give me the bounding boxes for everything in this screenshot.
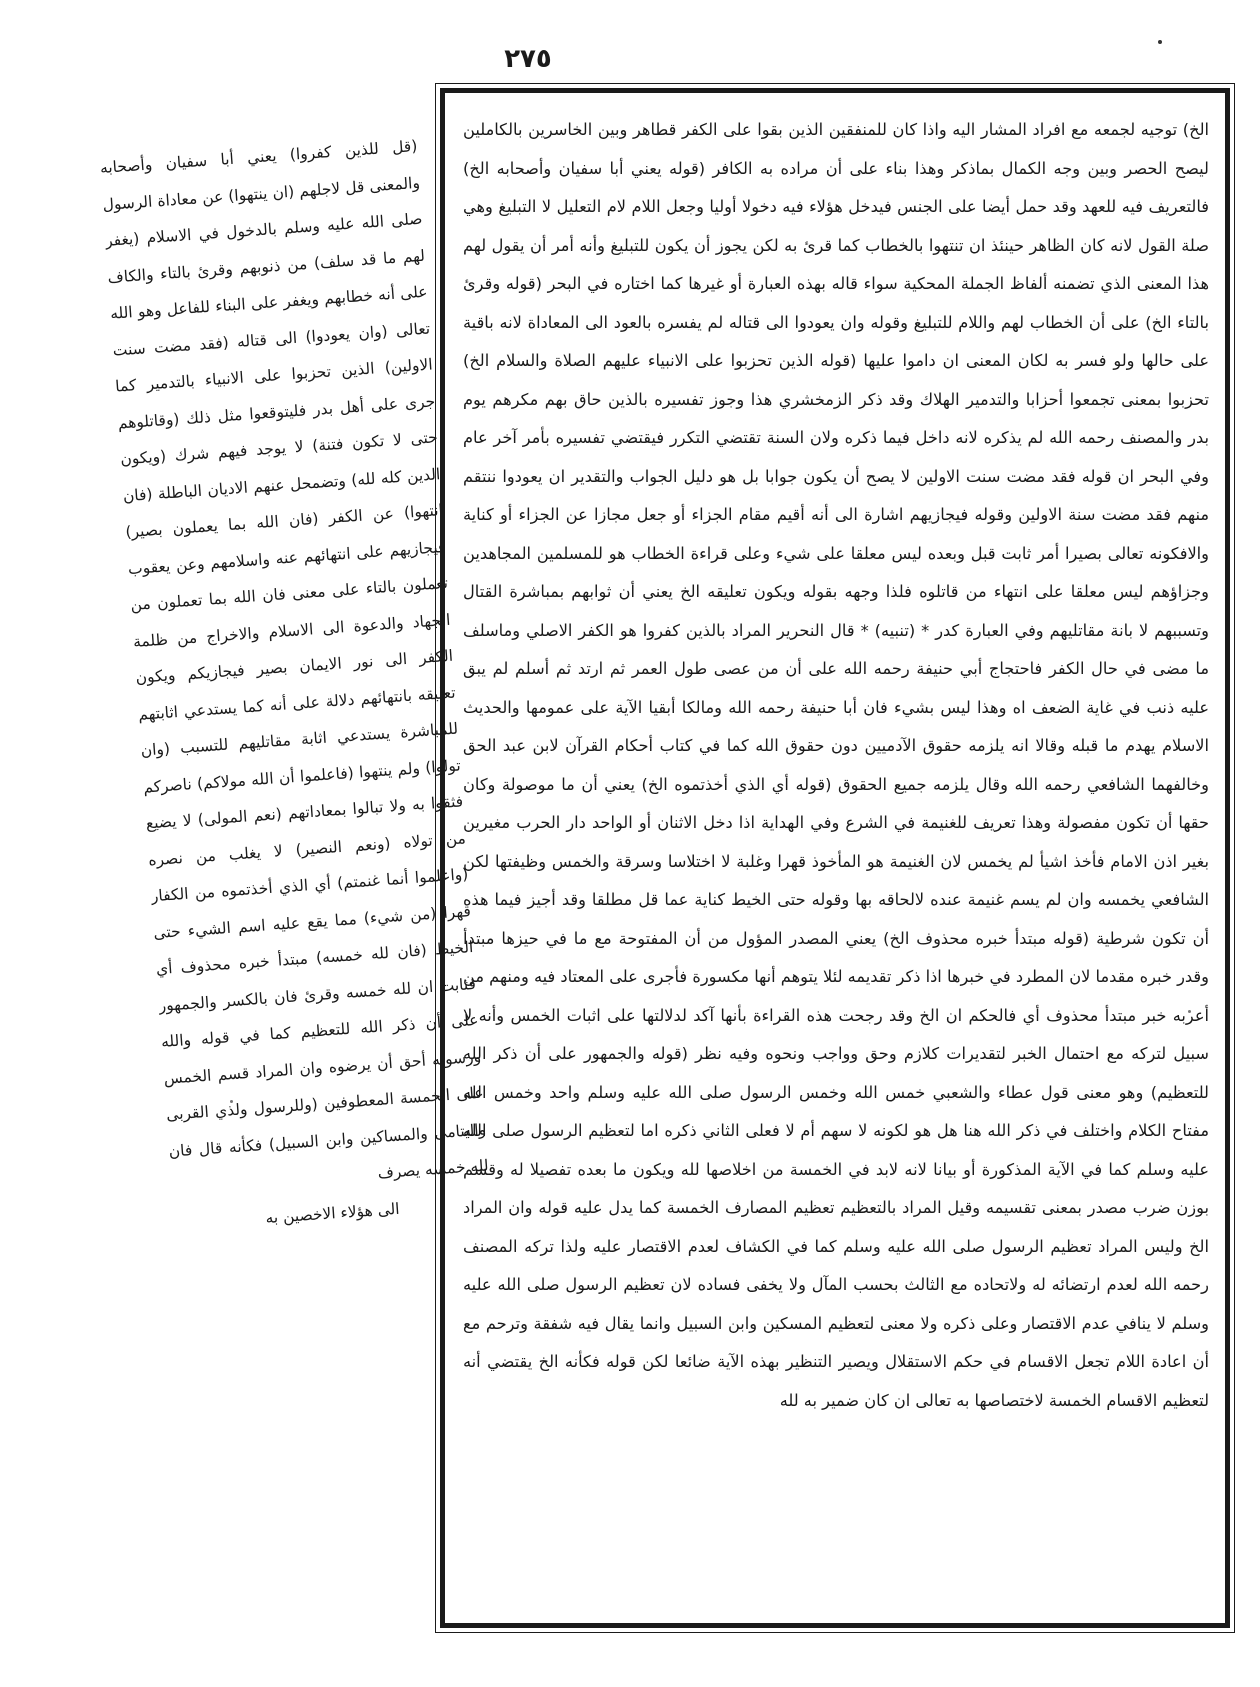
commentary-body-text: الخ) توجيه لجمعه مع افراد المشار اليه واذا كان للمنفقين الذين بقوا على الكفر قطاهر وبين الخاسرين بالكاملين ليصح الحصر وبين وجه الكمال بماذكر وهذا بناء على أن مراده به الكافر (قوله يعني أبا سفيان وأصحابه الخ) فالتعريف فيه للعهد وقد حمل أيضا على الجنس فيدخل هؤلاء فيه دخولا أوليا وجعل اللام لام التعليل لا التبليغ وهي صلة القول لانه كان الظاهر حينئذ ان تنتهوا بالخطاب كما قرئ به لكن يجوز أن يكون للتبليغ وأنه أمر أن يقول لهم هذا المعنى الذي تضمنه ألفاظ الجملة المحكية سواء قاله بهذه العبارة أو غيرها كما اختاره في البحر (قوله وقرئ بالتاء الخ) على أن الخطاب لهم واللام للتبليغ وقوله وان يعودوا الى قتاله لم يفسره بالعود الى المعاداة لانه باقية على حالها ولو فسر به لكان المعنى ان داموا عليها (قوله الذين تحزبوا على الانبياء عليهم الصلاة والسلام الخ) تحزبوا بمعنى تجمعوا أحزابا والتدمير الهلاك وقد ذكر الزمخشري هذا وجوز تفسيره بالذين حاق بهم مكرهم يوم بدر والمصنف رحمه الله لم يذكره لانه داخل فيما ذكره ولان السنة تقتضي التكرر فيقتضي تفسيره بأمر آخر عام وفي البحر ان قوله فقد مضت سنت الاولين لا يصح أن يكون جوابا بل هو دليل الجواب والتقدير ان يعودوا ننتقم منهم فقد مضت سنة الاولين وقوله فيجازيهم اشارة الى أنه أقيم مقام الجزاء أو جعل مجازا عن الجزاء أو كناية والافكونه تعالى بصيرا أمر ثابت قبل وبعده ليس معلقا على شيء وعلى قراءة الخطاب هو للمسلمين المجاهدين وجزاؤهم ليس معلقا على انتهاء من قاتلوه فلذا وجهه بقوله ويكون تعليقه الخ يعني أن ثوابهم بمباشرة القتال وتسببهم لا بانة مقاتليهم وفي العبارة كدر * (تنبيه) * قال النحرير المراد بالذين كفروا هو الكفر الاصلي وماسلف ما مضى في حال الكفر فاحتجاج أبي حنيفة رحمه الله على أن من عصى طول العمر ثم ارتد ثم أسلم لم يبق عليه ذنب في غاية الضعف اه وهذا ليس بشيء فان أبا حنيفة رحمه الله ومالكا أبقيا الآية على عمومها والحديث الاسلام يهدم ما قبله وقالا انه يلزمه حقوق الآدميين دون حقوق الله كما في كتاب أحكام القرآن لابن عبد الحق وخالفهما الشافعي رحمه الله وقال يلزمه جميع الحقوق (قوله أي الذي أخذتموه الخ) يعني أن ما موصولة وكان حقها أن تكون مفصولة وهذا تعريف للغنيمة في الشرع وفي الهداية اذا دخل الاثنان أو الواحد دار الحرب مغيرين بغير اذن الامام فأخذ اشيأ لم يخمس لان الغنيمة هو المأخوذ قهرا وغلبة لا اختلاسا وسرقة والخمس وظيفتها لكن الشافعي يخمسه وان لم يسم غنيمة عنده لالحاقه بها وقوله حتى الخيط كناية عما قل مطلقا وقد أجيز فيما هذه أن تكون شرطية (قوله مبتدأ خبره محذوف الخ) يعني المصدر المؤول من أن المفتوحة مع ما في حيزها مبتدأ وقدر خبره مقدما لان المطرد في خبرها اذا ذكر تقديمه لئلا يتوهم أنها مكسورة فأجرى على المعتاد فيه ومنهم من أعربه خبر مبتدأ محذوف أي فالحكم ان الخ وقد رجحت هذه القراءة بأنها آكد لدلالتها على اثبات الخمس وأنه لا سبيل لتركه مع احتمال الخبر لتقديرات كلازم وحق وواجب ونحوه وفيه نظر (قوله والجمهور على أن ذكر الله للتعظيم) وهو معنى قول عطاء والشعبي خمس الله وخمس الرسول صلى الله عليه وسلم واحد وخمس الله مفتاح الكلام واختلف في ذكر الله هنا هل هو لكونه لا سهم أم لا فعلى الثاني ذكره اما لتعظيم الرسول صلى الله عليه وسلم كما في الآية المذكورة أو بيانا لانه لابد في الخمسة من اخلاصها لله ويكون ما بعده تفصيلا له وقسم بوزن ضرب مصدر بمعنى تقسيمه وقيل المراد بالتعظيم تعظيم المصارف الخمسة كما يدل عليه قوله وان المراد الخ وليس المراد تعظيم الرسول صلى الله عليه وسلم كما في الكشاف لعدم الاقتصار عليه ولذا تركه المصنف رحمه الله لعدم ارتضائه له ولاتحاده مع الثالث بحسب المآل ولا يخفى فساده لان تعظيم الرسول صلى الله عليه وسلم لا ينافي عدم الاقتصار وعلى ذكره ولا معنى لتعظيم المسكين وابن السبيل وانما يقال فيه شفقة وترحم مع أن اعادة اللام تجعل الاقسام في حكم الاستقلال ويصير التنظير بهذه الآية ضائعا لكن قوله فكأنه الخ يقتضي أنه لتعظيم الاقسام الخمسة لاختصاصها به تعالى ان كان ضمير به لله — [463, 120, 1209, 1410]
main-text-frame — [440, 88, 1230, 1628]
margin-closing-line: الى هؤلاء الاخصين به — [264, 1199, 401, 1227]
margin-tafsir-text: (قل للذين كفروا) يعني أبا سفيان وأصحابه والمعنى قل لاجلهم (ان ينتهوا) عن معاداة الرسول صلى الله عليه وسلم بالدخول في الاسلام (يغفر لهم ما قد سلف) من ذنوبهم وقرئ بالتاء والكاف على أنه خطابهم ويغفر على البناء للفاعل وهو الله تعالى (وان يعودوا) الى قتاله (فقد مضت سنت الاولين) الذين تحزبوا على الانبياء بالتدمير كما جرى على أهل بدر فليتوقعوا مثل ذلك (وقاتلوهم حتى لا تكون فتنة) لا يوجد فيهم شرك (ويكون الدين كله لله) وتضمحل عنهم الاديان الباطلة (فان انتهوا) عن الكفر (فان الله بما يعملون بصير) فيجازيهم على انتهائهم عنه واسلامهم وعن يعقوب تعملون بالتاء على معنى فان الله بما تعملون من الجهاد والدعوة الى الاسلام والاخراج من ظلمة الكفر الى نور الايمان بصير فيجازيكم ويكون تعليقه بانتهائهم دلالة على أنه كما يستدعي اثابتهم للمباشرة يستدعي اثابة مقاتليهم للتسبب (وان تولوا) ولم ينتهوا (فاعلموا أن الله مولاكم) ناصركم فثقوا به ولا تبالوا بمعاداتهم (نعم المولى) لا يضيع من تولاه (ونعم النصير) لا يغلب من نصره (واعلموا أنما غنمتم) أي الذي أخذتموه من الكفار قهرا (من شيء) مما يقع عليه اسم الشيء حتى الخيط (فان لله خمسه) مبتدأ خبره محذوف أي فثابت ان لله خمسه وقرئ فان بالكسر والجمهور على أن ذكر الله للتعظيم كما في قوله والله ورسوله أحق أن يرضوه وان المراد قسم الخمس على الخمسة المعطوفين (وللرسول ولذي القربى واليتامى والمساكين وابن السبيل) فكأنه قال فان لله خمسه يصرف — [99, 136, 490, 1183]
scan-speck — [1158, 40, 1162, 44]
page-number: ٢٧٥ — [504, 44, 552, 74]
